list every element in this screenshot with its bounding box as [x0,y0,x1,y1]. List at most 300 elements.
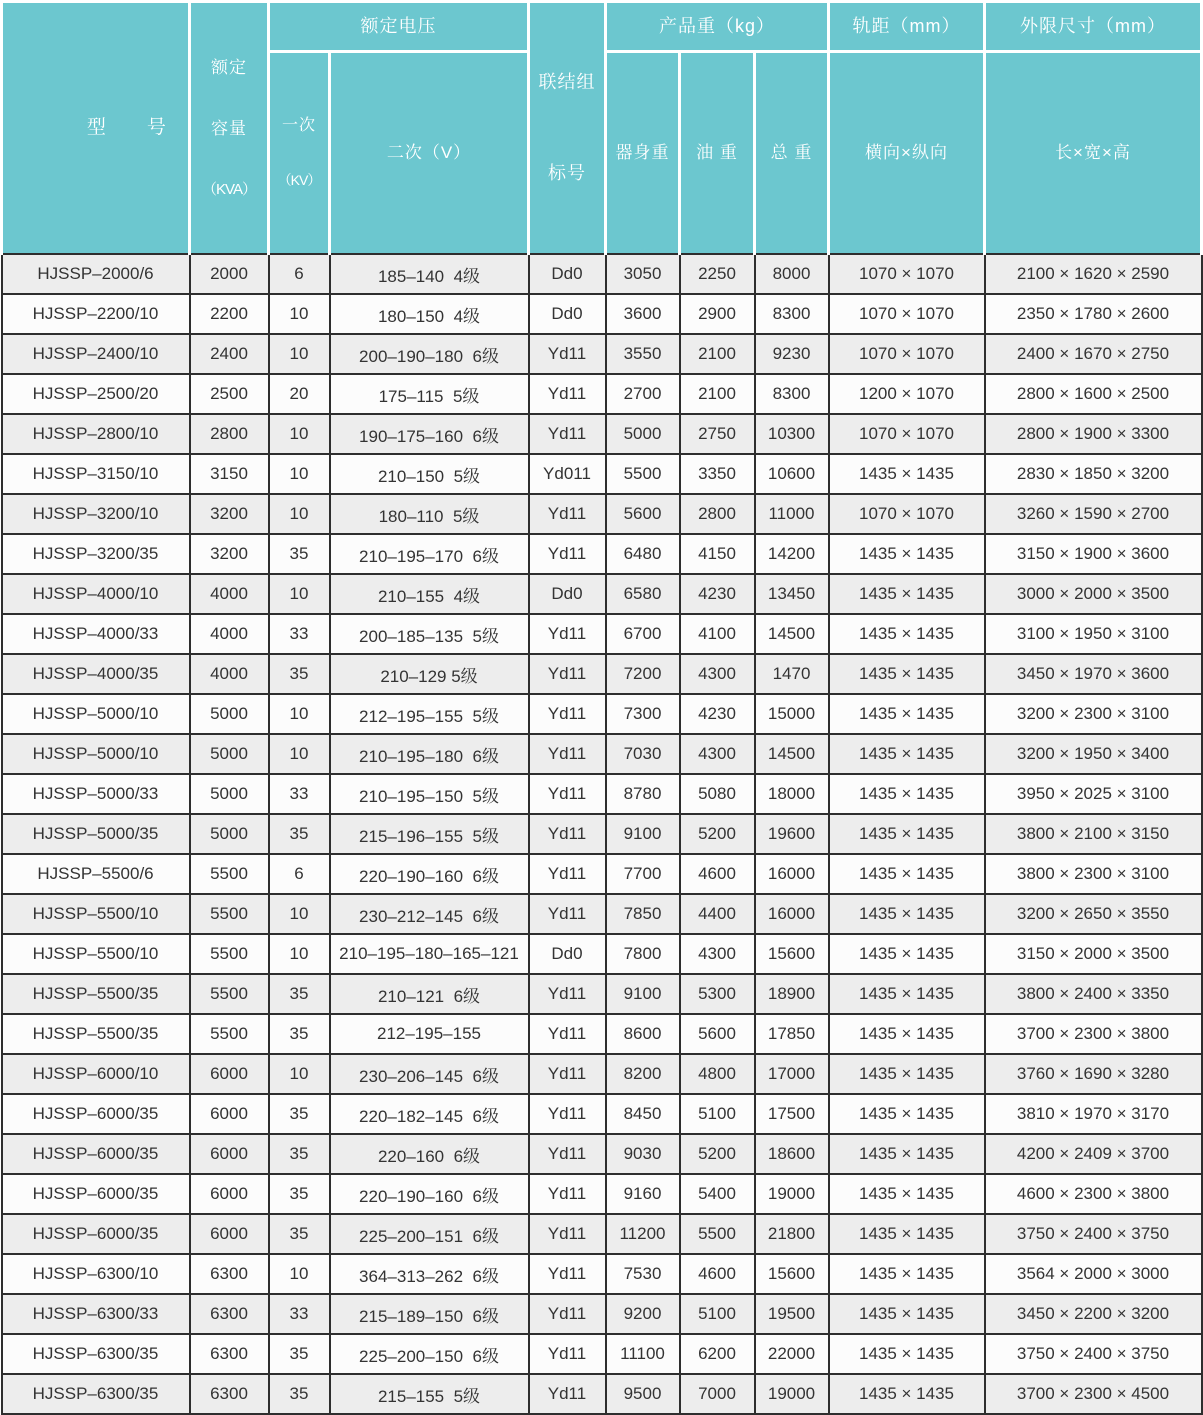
cell-track-gauge: 1435 × 1435 [829,734,985,774]
table-row [2,574,1202,614]
cell-oil-weight: 5600 [680,1014,755,1054]
cell-primary-kv: 10 [269,494,330,534]
cell-track-gauge: 1435 × 1435 [829,1014,985,1054]
cell-total-weight: 19000 [755,1374,829,1414]
cell-oil-weight: 5200 [680,814,755,854]
cell-total-weight: 19000 [755,1174,829,1214]
cell-capacity-kva: 3200 [190,534,269,574]
header-row-groups [2,2,1202,52]
cell-overall-dimensions: 3000 × 2000 × 3500 [985,574,1202,614]
cell-oil-weight: 4600 [680,1254,755,1294]
cell-oil-weight: 5400 [680,1174,755,1214]
cell-model: HJSSP–5500/6 [2,854,190,894]
cell-secondary-v: 175–115 5级 [330,374,529,414]
cell-vector-group: Yd11 [529,374,606,414]
cell-oil-weight: 5300 [680,974,755,1014]
cell-model: HJSSP–5000/10 [2,734,190,774]
cell-total-weight: 16000 [755,894,829,934]
cell-vector-group: Yd11 [529,774,606,814]
cell-track-gauge: 1070 × 1070 [829,494,985,534]
cell-oil-weight: 2750 [680,414,755,454]
cell-body-weight: 9030 [606,1134,680,1174]
table-row [2,934,1202,974]
cell-primary-kv: 35 [269,1214,330,1254]
cell-secondary-v: 210–155 4级 [330,574,529,614]
cell-body-weight: 5600 [606,494,680,534]
cell-model: HJSSP–2500/20 [2,374,190,414]
header-track-gauge: 轨距（mm） [829,2,985,52]
cell-primary-kv: 35 [269,654,330,694]
cell-body-weight: 7200 [606,654,680,694]
cell-primary-kv: 10 [269,574,330,614]
cell-oil-weight: 2800 [680,494,755,534]
table-row [2,1094,1202,1134]
cell-oil-weight: 3350 [680,454,755,494]
cell-body-weight: 3050 [606,254,680,294]
cell-primary-kv: 35 [269,1334,330,1374]
table-row [2,414,1202,454]
cell-overall-dimensions: 3450 × 1970 × 3600 [985,654,1202,694]
cell-vector-group: Yd11 [529,1294,606,1334]
cell-secondary-v: 230–212–145 6级 [330,894,529,934]
cell-model: HJSSP–6300/10 [2,1254,190,1294]
cell-track-gauge: 1435 × 1435 [829,894,985,934]
cell-primary-kv: 10 [269,454,330,494]
cell-track-gauge: 1435 × 1435 [829,774,985,814]
cell-total-weight: 15600 [755,1254,829,1294]
cell-overall-dimensions: 4600 × 2300 × 3800 [985,1174,1202,1214]
cell-oil-weight: 5100 [680,1094,755,1134]
cell-body-weight: 8450 [606,1094,680,1134]
cell-model: HJSSP–4000/10 [2,574,190,614]
cell-total-weight: 17850 [755,1014,829,1054]
cell-capacity-kva: 6300 [190,1254,269,1294]
cell-capacity-kva: 6000 [190,1134,269,1174]
cell-primary-kv: 10 [269,894,330,934]
cell-track-gauge: 1435 × 1435 [829,574,985,614]
header-secondary-voltage: 二次（V） [330,51,529,254]
cell-vector-group: Dd0 [529,254,606,294]
cell-overall-dimensions: 3700 × 2300 × 3800 [985,1014,1202,1054]
cell-model: HJSSP–3200/10 [2,494,190,534]
header-vector-group-line2: 标号 [548,163,586,184]
cell-total-weight: 8300 [755,294,829,334]
cell-secondary-v: 200–185–135 5级 [330,614,529,654]
cell-oil-weight: 5200 [680,1134,755,1174]
cell-track-gauge: 1435 × 1435 [829,1094,985,1134]
cell-primary-kv: 33 [269,1294,330,1334]
table-row [2,774,1202,814]
header-model-label: 型 号 [86,117,167,139]
table-row [2,694,1202,734]
cell-track-gauge: 1435 × 1435 [829,1134,985,1174]
cell-total-weight: 17500 [755,1094,829,1134]
cell-secondary-v: 210–195–150 5级 [330,774,529,814]
header-primary-voltage [269,51,330,254]
cell-secondary-v: 364–313–262 6级 [330,1254,529,1294]
cell-vector-group: Yd11 [529,854,606,894]
cell-vector-group: Yd11 [529,654,606,694]
cell-total-weight: 21800 [755,1214,829,1254]
cell-body-weight: 11200 [606,1214,680,1254]
cell-oil-weight: 7000 [680,1374,755,1414]
cell-track-gauge: 1070 × 1070 [829,414,985,454]
cell-overall-dimensions: 3760 × 1690 × 3280 [985,1054,1202,1094]
cell-oil-weight: 4300 [680,734,755,774]
header-body-weight: 器身重 [606,51,680,254]
table-row [2,1254,1202,1294]
cell-body-weight: 9160 [606,1174,680,1214]
header-capacity-line2: 容量 [211,119,247,139]
cell-track-gauge: 1435 × 1435 [829,1214,985,1254]
cell-total-weight: 16000 [755,854,829,894]
header-vector-group [529,2,606,255]
cell-body-weight: 7700 [606,854,680,894]
cell-model: HJSSP–6000/35 [2,1174,190,1214]
cell-total-weight: 13450 [755,574,829,614]
cell-overall-dimensions: 3800 × 2300 × 3100 [985,854,1202,894]
cell-track-gauge: 1435 × 1435 [829,1294,985,1334]
cell-vector-group: Yd11 [529,1174,606,1214]
cell-body-weight: 11100 [606,1334,680,1374]
cell-primary-kv: 33 [269,614,330,654]
cell-capacity-kva: 2200 [190,294,269,334]
cell-body-weight: 9100 [606,974,680,1014]
cell-primary-kv: 10 [269,1054,330,1094]
cell-track-gauge: 1435 × 1435 [829,1054,985,1094]
cell-model: HJSSP–3200/35 [2,534,190,574]
cell-vector-group: Dd0 [529,934,606,974]
cell-model: HJSSP–4000/33 [2,614,190,654]
header-total-weight: 总 重 [755,51,829,254]
cell-secondary-v: 210–150 5级 [330,454,529,494]
cell-model: HJSSP–5000/35 [2,814,190,854]
cell-vector-group: Yd11 [529,694,606,734]
cell-body-weight: 9100 [606,814,680,854]
cell-overall-dimensions: 2830 × 1850 × 3200 [985,454,1202,494]
table-row [2,1334,1202,1374]
table-row [2,1174,1202,1214]
cell-vector-group: Yd11 [529,1254,606,1294]
cell-secondary-v: 210–129 5级 [330,654,529,694]
table-row [2,654,1202,694]
cell-primary-kv: 35 [269,1094,330,1134]
table-row [2,1214,1202,1254]
cell-total-weight: 18600 [755,1134,829,1174]
cell-capacity-kva: 2000 [190,254,269,294]
cell-overall-dimensions: 3150 × 2000 × 3500 [985,934,1202,974]
table-row [2,1054,1202,1094]
cell-body-weight: 7530 [606,1254,680,1294]
cell-model: HJSSP–5500/35 [2,1014,190,1054]
cell-total-weight: 8000 [755,254,829,294]
cell-total-weight: 8300 [755,374,829,414]
cell-capacity-kva: 3150 [190,454,269,494]
header-dims-lwh: 长×宽×高 [985,51,1202,254]
cell-track-gauge: 1435 × 1435 [829,534,985,574]
cell-model: HJSSP–6000/35 [2,1134,190,1174]
cell-vector-group: Yd011 [529,454,606,494]
cell-primary-kv: 20 [269,374,330,414]
table-row [2,814,1202,854]
cell-model: HJSSP–5000/33 [2,774,190,814]
cell-secondary-v: 180–150 4级 [330,294,529,334]
cell-secondary-v: 225–200–151 6级 [330,1214,529,1254]
cell-body-weight: 9200 [606,1294,680,1334]
cell-secondary-v: 215–189–150 6级 [330,1294,529,1334]
cell-primary-kv: 33 [269,774,330,814]
cell-secondary-v: 190–175–160 6级 [330,414,529,454]
cell-capacity-kva: 6000 [190,1094,269,1134]
cell-overall-dimensions: 2400 × 1670 × 2750 [985,334,1202,374]
cell-total-weight: 19500 [755,1294,829,1334]
cell-secondary-v: 220–160 6级 [330,1134,529,1174]
cell-overall-dimensions: 3150 × 1900 × 3600 [985,534,1202,574]
cell-capacity-kva: 4000 [190,654,269,694]
cell-overall-dimensions: 3800 × 2100 × 3150 [985,814,1202,854]
cell-body-weight: 2700 [606,374,680,414]
cell-total-weight: 18900 [755,974,829,1014]
table-row [2,454,1202,494]
cell-model: HJSSP–6000/10 [2,1054,190,1094]
cell-capacity-kva: 6300 [190,1294,269,1334]
cell-oil-weight: 4300 [680,654,755,694]
cell-capacity-kva: 5500 [190,854,269,894]
cell-vector-group: Yd11 [529,414,606,454]
cell-secondary-v: 210–195–180 6级 [330,734,529,774]
cell-track-gauge: 1435 × 1435 [829,974,985,1014]
cell-track-gauge: 1435 × 1435 [829,1174,985,1214]
cell-body-weight: 6700 [606,614,680,654]
cell-body-weight: 3600 [606,294,680,334]
cell-secondary-v: 225–200–150 6级 [330,1334,529,1374]
cell-model: HJSSP–6300/35 [2,1334,190,1374]
cell-overall-dimensions: 2800 × 1600 × 2500 [985,374,1202,414]
cell-secondary-v: 210–121 6级 [330,974,529,1014]
cell-vector-group: Dd0 [529,294,606,334]
cell-track-gauge: 1435 × 1435 [829,814,985,854]
table-row [2,1134,1202,1174]
cell-body-weight: 8780 [606,774,680,814]
cell-track-gauge: 1435 × 1435 [829,1334,985,1374]
cell-body-weight: 7030 [606,734,680,774]
cell-primary-kv: 6 [269,254,330,294]
cell-total-weight: 19600 [755,814,829,854]
header-model [2,2,190,255]
cell-capacity-kva: 4000 [190,574,269,614]
header-rated-voltage: 额定电压 [269,2,529,52]
cell-overall-dimensions: 3200 × 2650 × 3550 [985,894,1202,934]
cell-vector-group: Yd11 [529,534,606,574]
table-row [2,294,1202,334]
cell-overall-dimensions: 3750 × 2400 × 3750 [985,1214,1202,1254]
cell-oil-weight: 4150 [680,534,755,574]
cell-vector-group: Yd11 [529,1374,606,1414]
cell-capacity-kva: 2800 [190,414,269,454]
cell-capacity-kva: 6300 [190,1334,269,1374]
cell-oil-weight: 2250 [680,254,755,294]
cell-oil-weight: 4800 [680,1054,755,1094]
cell-vector-group: Yd11 [529,1054,606,1094]
cell-total-weight: 15600 [755,934,829,974]
cell-primary-kv: 10 [269,694,330,734]
cell-vector-group: Yd11 [529,734,606,774]
cell-primary-kv: 35 [269,1374,330,1414]
cell-track-gauge: 1435 × 1435 [829,654,985,694]
cell-oil-weight: 2100 [680,334,755,374]
cell-overall-dimensions: 3950 × 2025 × 3100 [985,774,1202,814]
cell-track-gauge: 1070 × 1070 [829,254,985,294]
cell-capacity-kva: 6000 [190,1214,269,1254]
cell-body-weight: 5000 [606,414,680,454]
cell-body-weight: 9500 [606,1374,680,1414]
cell-overall-dimensions: 3100 × 1950 × 3100 [985,614,1202,654]
table-row [2,534,1202,574]
cell-primary-kv: 35 [269,974,330,1014]
cell-total-weight: 11000 [755,494,829,534]
cell-track-gauge: 1435 × 1435 [829,614,985,654]
header-overall-dimensions: 外限尺寸（mm） [985,2,1202,52]
header-primary-unit: （KV） [277,172,321,189]
cell-secondary-v: 220–190–160 6级 [330,1174,529,1214]
cell-vector-group: Yd11 [529,334,606,374]
cell-total-weight: 9230 [755,334,829,374]
table-body [2,254,1202,1414]
cell-oil-weight: 6200 [680,1334,755,1374]
cell-overall-dimensions: 3200 × 1950 × 3400 [985,734,1202,774]
cell-model: HJSSP–2800/10 [2,414,190,454]
table-row [2,494,1202,534]
table-row [2,974,1202,1014]
cell-model: HJSSP–5500/35 [2,974,190,1014]
cell-overall-dimensions: 3800 × 2400 × 3350 [985,974,1202,1014]
cell-total-weight: 14500 [755,734,829,774]
cell-overall-dimensions: 2100 × 1620 × 2590 [985,254,1202,294]
cell-vector-group: Yd11 [529,614,606,654]
cell-oil-weight: 4230 [680,694,755,734]
cell-oil-weight: 2900 [680,294,755,334]
header-product-weight: 产品重（kg） [606,2,829,52]
header-gauge-axes: 横向×纵向 [829,51,985,254]
cell-capacity-kva: 6000 [190,1054,269,1094]
cell-overall-dimensions: 3810 × 1970 × 3170 [985,1094,1202,1134]
cell-secondary-v: 185–140 4级 [330,254,529,294]
cell-total-weight: 14200 [755,534,829,574]
cell-body-weight: 7300 [606,694,680,734]
cell-overall-dimensions: 4200 × 2409 × 3700 [985,1134,1202,1174]
cell-primary-kv: 35 [269,1014,330,1054]
cell-capacity-kva: 5500 [190,894,269,934]
cell-track-gauge: 1435 × 1435 [829,854,985,894]
cell-oil-weight: 4300 [680,934,755,974]
cell-overall-dimensions: 2350 × 1780 × 2600 [985,294,1202,334]
cell-model: HJSSP–6000/35 [2,1094,190,1134]
cell-total-weight: 15000 [755,694,829,734]
cell-oil-weight: 4600 [680,854,755,894]
cell-oil-weight: 5500 [680,1214,755,1254]
cell-model: HJSSP–5000/10 [2,694,190,734]
cell-body-weight: 6480 [606,534,680,574]
cell-overall-dimensions: 3200 × 2300 × 3100 [985,694,1202,734]
cell-vector-group: Yd11 [529,974,606,1014]
table-row [2,1294,1202,1334]
cell-model: HJSSP–6300/33 [2,1294,190,1334]
cell-track-gauge: 1435 × 1435 [829,934,985,974]
header-primary-line1: 一次 [281,116,316,134]
cell-vector-group: Yd11 [529,1094,606,1134]
cell-capacity-kva: 5500 [190,934,269,974]
cell-body-weight: 7800 [606,934,680,974]
cell-body-weight: 6580 [606,574,680,614]
cell-capacity-kva: 4000 [190,614,269,654]
cell-body-weight: 5500 [606,454,680,494]
cell-capacity-kva: 5500 [190,1014,269,1054]
cell-total-weight: 10300 [755,414,829,454]
cell-oil-weight: 4400 [680,894,755,934]
cell-track-gauge: 1070 × 1070 [829,334,985,374]
cell-total-weight: 10600 [755,454,829,494]
cell-model: HJSSP–4000/35 [2,654,190,694]
cell-primary-kv: 35 [269,1134,330,1174]
cell-total-weight: 14500 [755,614,829,654]
cell-primary-kv: 10 [269,934,330,974]
cell-secondary-v: 210–195–180–165–121 [330,934,529,974]
table-header [2,2,1202,255]
cell-capacity-kva: 5000 [190,694,269,734]
cell-capacity-kva: 6000 [190,1174,269,1214]
cell-overall-dimensions: 3450 × 2200 × 3200 [985,1294,1202,1334]
cell-oil-weight: 2100 [680,374,755,414]
table-row [2,1374,1202,1414]
cell-model: HJSSP–2200/10 [2,294,190,334]
table-row [2,854,1202,894]
cell-secondary-v: 220–182–145 6级 [330,1094,529,1134]
cell-track-gauge: 1200 × 1070 [829,374,985,414]
cell-model: HJSSP–6000/35 [2,1214,190,1254]
cell-secondary-v: 200–190–180 6级 [330,334,529,374]
cell-total-weight: 1470 [755,654,829,694]
cell-oil-weight: 5080 [680,774,755,814]
cell-primary-kv: 10 [269,294,330,334]
cell-secondary-v: 210–195–170 6级 [330,534,529,574]
cell-capacity-kva: 3200 [190,494,269,534]
cell-model: HJSSP–5500/10 [2,894,190,934]
table-row [2,334,1202,374]
cell-model: HJSSP–5500/10 [2,934,190,974]
cell-overall-dimensions: 2800 × 1900 × 3300 [985,414,1202,454]
cell-track-gauge: 1435 × 1435 [829,694,985,734]
cell-primary-kv: 6 [269,854,330,894]
table-row [2,614,1202,654]
cell-track-gauge: 1070 × 1070 [829,294,985,334]
header-vector-group-line1: 联结组 [538,72,596,93]
cell-secondary-v: 212–195–155 [330,1014,529,1054]
table-row [2,734,1202,774]
cell-body-weight: 7850 [606,894,680,934]
cell-primary-kv: 10 [269,1254,330,1294]
cell-secondary-v: 180–110 5级 [330,494,529,534]
cell-capacity-kva: 2500 [190,374,269,414]
table-row [2,374,1202,414]
table-row [2,1014,1202,1054]
header-rated-capacity [190,2,269,255]
table-row [2,894,1202,934]
cell-model: HJSSP–2000/6 [2,254,190,294]
cell-total-weight: 17000 [755,1054,829,1094]
cell-capacity-kva: 6300 [190,1374,269,1414]
cell-vector-group: Yd11 [529,1014,606,1054]
cell-primary-kv: 10 [269,414,330,454]
